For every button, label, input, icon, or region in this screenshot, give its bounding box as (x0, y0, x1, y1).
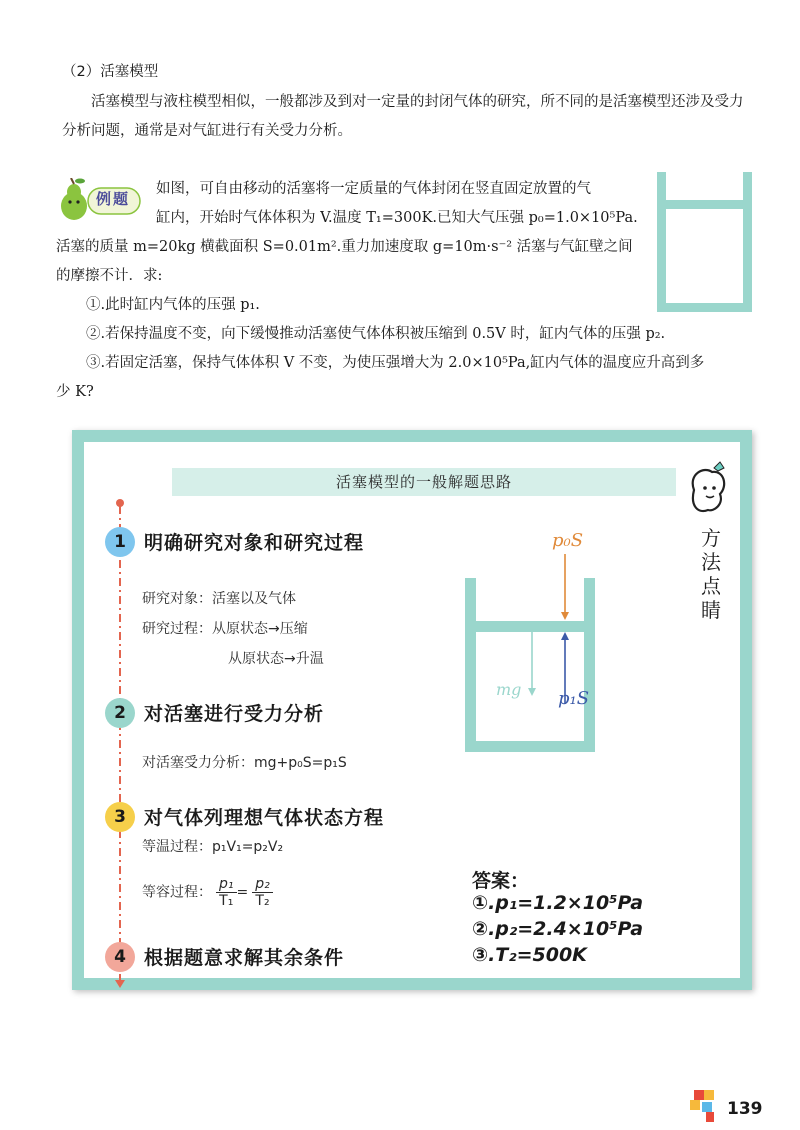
step-4-title: 根据题意求解其余条件 (144, 947, 345, 969)
label-gas-force: p₁S (558, 688, 590, 709)
note-force-analysis: 对活塞受力分析：mg+p₀S=p₁S (142, 755, 347, 771)
thinking-mascot-icon (684, 460, 732, 522)
step-1-title: 明确研究对象和研究过程 (144, 532, 365, 554)
method-card (72, 430, 752, 990)
cylinder-left-wall (465, 578, 476, 752)
question-3: ③.若固定活塞，保持气体体积 V 不变，为使压强增大为 2.0×10⁵Pa,缸内气体的温度应升高到多 (86, 355, 705, 371)
fraction-equals: = (236, 884, 249, 901)
step-3-title: 对气体列理想气体状态方程 (144, 807, 385, 829)
fraction-right-denominator: T₂ (255, 893, 270, 909)
cylinder-bottom (465, 741, 595, 752)
fraction-left-denominator: T₁ (219, 893, 234, 909)
page-logo-icon (690, 1088, 720, 1124)
step-4-badge: 4 (105, 942, 135, 972)
answer-2: ②.p₂=2.4×10⁵Pa (472, 918, 644, 940)
force-diagram (459, 522, 619, 772)
intro-paragraph: 活塞模型与液柱模型相似，一般都涉及到对一定量的封闭气体的研究，所不同的是活塞模型还涉及受力分析问题，通常是对气缸进行有关受力分析。 (62, 94, 744, 139)
example-line-4: 的摩擦不计．求: (56, 268, 163, 284)
note-isothermal: 等温过程：p₁V₁=p₂V₂ (142, 839, 284, 855)
method-tag-char-1: 方 (701, 526, 721, 550)
cylinder-right-wall (584, 578, 595, 752)
fraction-right (252, 876, 273, 909)
step-1-badge: 1 (105, 527, 135, 557)
section-heading: （2）活塞模型 (62, 64, 159, 80)
question-3-continued: 少 K? (56, 384, 94, 400)
step-3-badge: 3 (105, 802, 135, 832)
example-badge (58, 178, 144, 218)
example-badge-label: 例题 (96, 190, 131, 208)
note-research-process-1: 研究过程：从原状态→压缩 (142, 621, 308, 637)
method-tag-char-4: 睛 (701, 598, 721, 622)
label-atmospheric-force: p₀S (552, 530, 584, 551)
step-2-title: 对活塞进行受力分析 (144, 703, 325, 725)
fraction-right-numerator: p₂ (252, 876, 273, 893)
page-number: 139 (727, 1099, 763, 1119)
method-tag-char-3: 点 (701, 574, 721, 598)
method-tag (696, 526, 726, 622)
step-2-badge: 2 (105, 698, 135, 728)
method-card-title: 活塞模型的一般解题思路 (172, 468, 676, 496)
piston (476, 621, 584, 632)
question-2: ②.若保持温度不变，向下缓慢推动活塞使气体体积被压缩到 0.5V 时，缸内气体的压强 p₂. (86, 326, 666, 342)
isochoric-label: 等容过程： (142, 884, 212, 901)
answer-1: ①.p₁=1.2×10⁵Pa (472, 892, 644, 914)
question-1: ①.此时缸内气体的压强 p₁. (86, 297, 260, 313)
fraction-left-numerator: p₁ (216, 876, 237, 893)
fraction-left (216, 876, 237, 909)
example-line-2: 缸内，开始时气体体积为 V.温度 T₁=300K.已知大气压强 p₀=1.0×10⁵Pa. (156, 210, 638, 226)
timeline (112, 498, 128, 990)
note-research-process-2: 从原状态→升温 (228, 651, 324, 667)
cylinder-figure (655, 172, 755, 316)
label-gravity: mg (496, 680, 522, 699)
example-line-3: 活塞的质量 m=20kg 横截面积 S=0.01m².重力加速度取 g=10m·s⁻² 活塞与气缸壁之间 (56, 239, 633, 255)
method-tag-char-2: 法 (701, 550, 721, 574)
example-line-1: 如图，可自由移动的活塞将一定质量的气体封闭在竖直固定放置的气 (156, 181, 591, 197)
note-isochoric (142, 876, 273, 909)
answer-3: ③.T₂=500K (472, 944, 587, 966)
answers-label: 答案： (472, 870, 530, 892)
note-research-object: 研究对象：活塞以及气体 (142, 591, 296, 607)
